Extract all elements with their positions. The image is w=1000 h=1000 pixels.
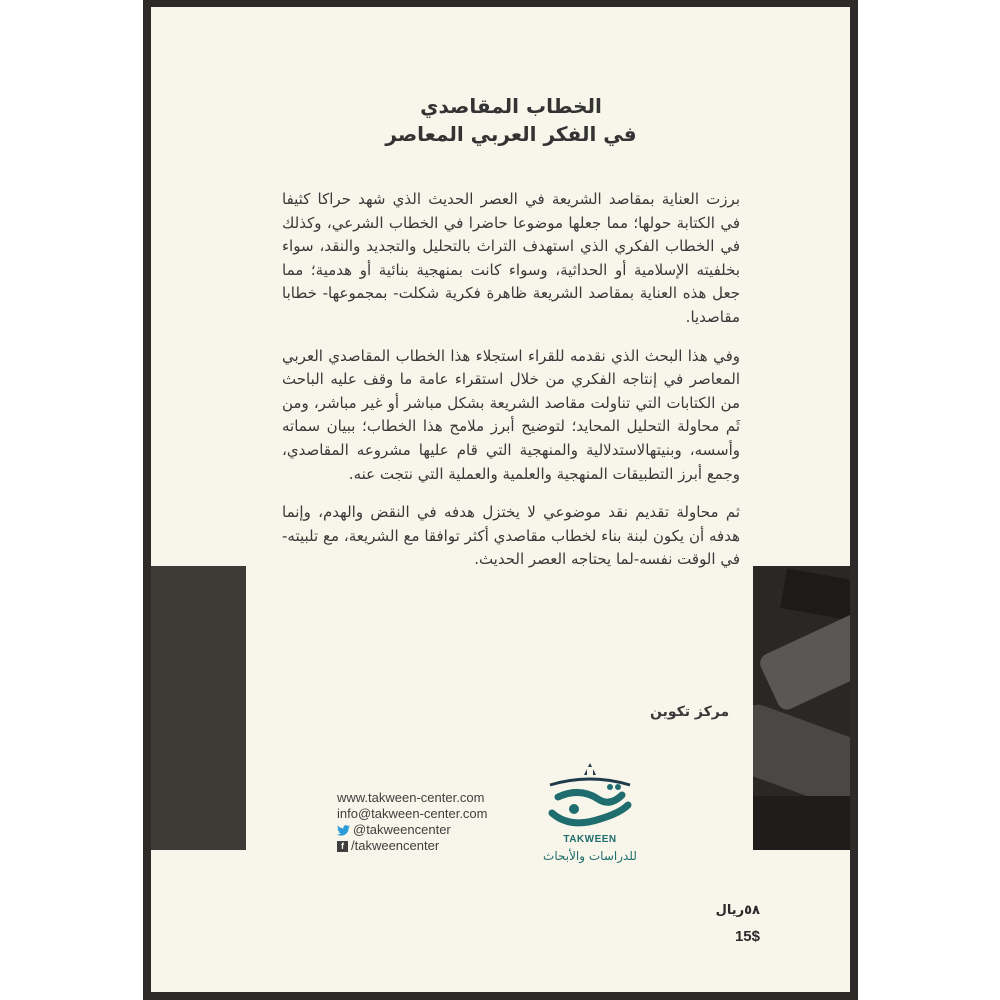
photo-band-right xyxy=(753,566,850,850)
email-link[interactable]: info@takween-center.com xyxy=(337,806,488,821)
facebook-link[interactable]: f /takweencenter xyxy=(337,838,488,854)
title-line-1: الخطاب المقاصدي xyxy=(420,94,602,118)
dark-band-left xyxy=(151,566,246,850)
publisher-signature: مركز تكوين xyxy=(650,704,730,720)
blurb-block xyxy=(282,92,740,587)
twitter-bird-icon xyxy=(337,825,350,836)
takween-logo xyxy=(540,757,640,887)
price-sar: ٥٨ريال xyxy=(715,903,760,918)
price-tag xyxy=(700,903,760,945)
blurb-paragraph-3: ثم محاولة تقديم نقد موضوعي لا يختزل هدفه في النقض والهدم، وإنما هدفه أن يكون لبنة بناء لخطاب مقاصدي أكثر توافقا مع الشريعة، مع تلبيته-في الوقت نفسه-لما يحتاجه العصر الحديث. xyxy=(282,503,740,569)
blurb-paragraph-1: برزت العناية بمقاصد الشريعة في العصر الحديث الذي شهد حراكا كثيفا في الكتابة حولها؛ مما جعلها موضوعا حاضرا في الخطاب الشرعي، وكذلك في الخطاب الفكري الذي استهدف التراث بالتحليل والتجديد والنقد، سواء بخلفيته الإسلامية أو الحداثية، وسواء كانت بمنهجية بنائية أو هدمية؛ مما جعل هذه العناية بمقاصد الشريعة ظاهرة فكرية شكلت- بمجموعها- خطابا مقاصديا. xyxy=(282,190,740,326)
title-line-2: في الفكر العربي المعاصر xyxy=(385,122,637,146)
facebook-f-icon: f xyxy=(337,841,348,852)
takween-calligraphy-logo xyxy=(540,757,640,835)
price-usd: 15$ xyxy=(734,928,760,945)
publisher-contacts xyxy=(337,790,488,854)
logo-tagline: للدراسات والأبحاث xyxy=(543,849,637,863)
book-title xyxy=(282,92,740,148)
logo-name-en: TAKWEEN xyxy=(563,834,617,845)
blurb-paragraph-2: وفي هذا البحث الذي نقدمه للقراء استجلاء هذا الخطاب المقاصدي العربي المعاصر في إنتاجه الفكري من خلال استقراء عامة ما وقف عليه الباحث من الكتابات التي تناولت مقاصد الشريعة بشكل مباشر أو غير مباشر، ومن ثَم محاولة التحليل المحايد؛ لتوضيح أبرز ملامح هذا الخطاب؛ ببيان سماته وأسسه، وبنيتهالاستدلالية والمنهجية التي قام عليها مشروعه المقاصدي، وجمع أبرز التطبيقات المنهجية والعلمية والعملية التي نتجت عنه. xyxy=(282,346,740,483)
twitter-link[interactable]: @takweencenter xyxy=(337,822,488,838)
website-link[interactable]: www.takween-center.com xyxy=(337,790,485,805)
